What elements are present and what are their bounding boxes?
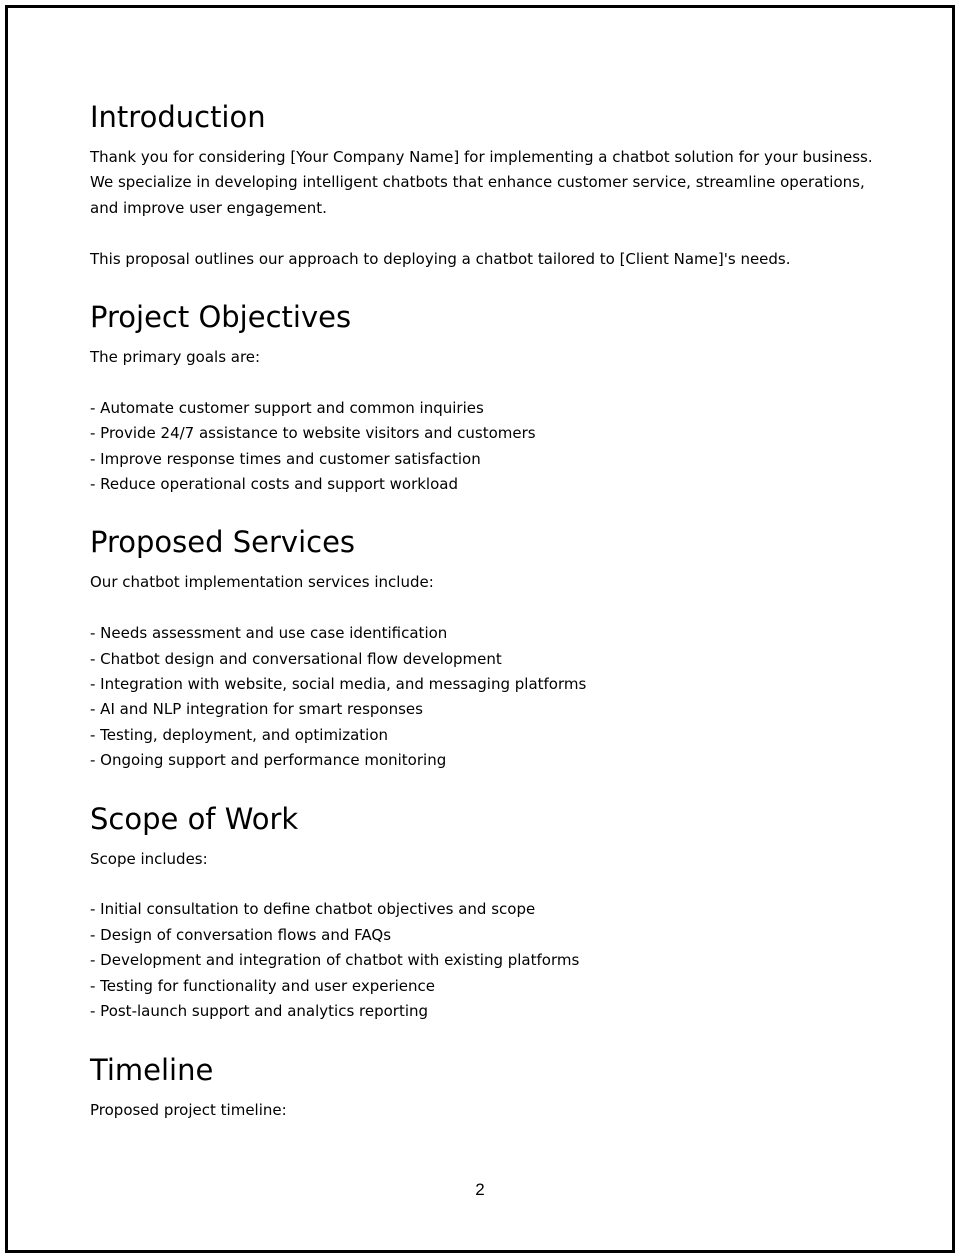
- list-item: - Integration with website, social media, and messaging platforms: [90, 675, 587, 694]
- section-heading: Proposed Services: [90, 525, 356, 560]
- list-item: - Needs assessment and use case identification: [90, 624, 448, 643]
- section-intro: Scope includes:: [90, 849, 208, 868]
- paragraph: Thank you for considering [Your Company Name] for implementing a chatbot solution for your business. We specialize in developing intelligent chatbots that enhance customer service, streamline operations, and improve user engagement.: [90, 148, 873, 217]
- list-item: - Initial consultation to define chatbot objectives and scope: [90, 900, 536, 919]
- bullet-list: [90, 621, 880, 773]
- list-item: - AI and NLP integration for smart responses: [90, 700, 423, 719]
- section-introduction: [90, 97, 880, 272]
- list-item: - Post-launch support and analytics reporting: [90, 1002, 429, 1021]
- bullet-list: [90, 396, 880, 498]
- list-item: - Chatbot design and conversational flow development: [90, 649, 502, 668]
- section-project-objectives: [90, 297, 880, 497]
- section-intro: The primary goals are:: [90, 348, 261, 367]
- document-body: [90, 97, 880, 1148]
- paragraph: This proposal outlines our approach to deploying a chatbot tailored to [Client Name]'s needs.: [90, 249, 791, 268]
- list-item: - Improve response times and customer satisfaction: [90, 449, 481, 468]
- section-heading: Scope of Work: [90, 801, 299, 836]
- section-timeline: [90, 1050, 880, 1123]
- section-intro: Proposed project timeline:: [90, 1100, 287, 1119]
- page-number: 2: [475, 1180, 485, 1199]
- list-item: - Reduce operational costs and support workload: [90, 475, 458, 494]
- list-item: - Ongoing support and performance monitoring: [90, 751, 447, 770]
- bullet-list: [90, 897, 880, 1024]
- section-heading: Project Objectives: [90, 300, 352, 335]
- list-item: - Design of conversation flows and FAQs: [90, 925, 392, 944]
- list-item: - Development and integration of chatbot with existing platforms: [90, 951, 580, 970]
- list-item: - Testing, deployment, and optimization: [90, 725, 389, 744]
- section-heading: Introduction: [90, 100, 266, 134]
- section-proposed-services: [90, 522, 880, 773]
- section-heading: Timeline: [90, 1052, 214, 1087]
- list-item: - Provide 24/7 assistance to website visitors and customers: [90, 424, 536, 443]
- section-scope-of-work: [90, 799, 880, 1025]
- list-item: - Automate customer support and common inquiries: [90, 398, 484, 417]
- section-intro: Our chatbot implementation services include:: [90, 573, 434, 592]
- list-item: - Testing for functionality and user experience: [90, 976, 436, 995]
